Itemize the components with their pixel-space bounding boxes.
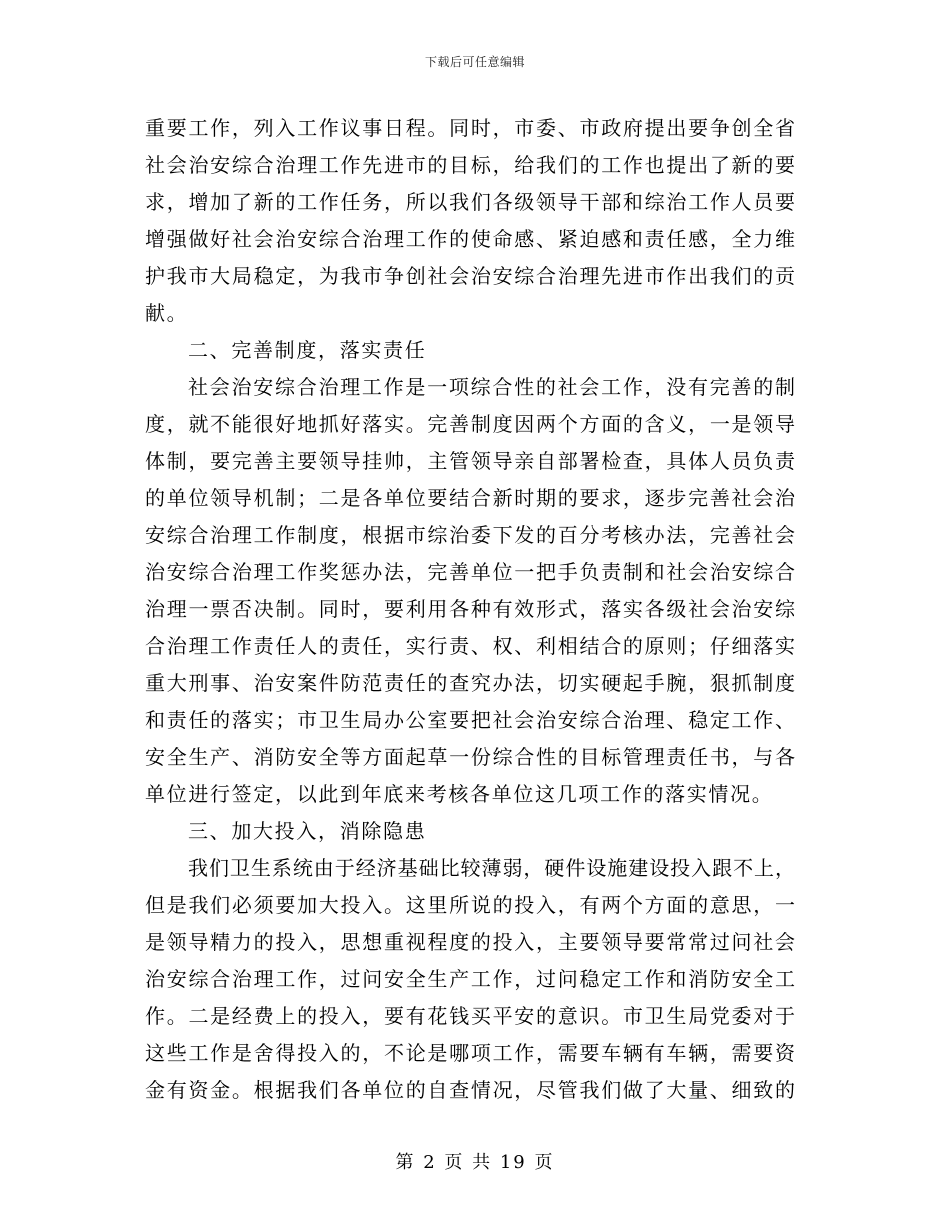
text-line: 社会治安综合治理工作是一项综合性的社会工作，没有完善的制 [188,375,795,399]
text-line: 但是我们必须要加大投入。这里所说的投入，有两个方面的意思，一 [145,893,795,917]
text-line: 求，增加了新的工作任务，所以我们各级领导干部和综治工作人员要 [145,190,795,214]
text-line: 重大刑事、治安案件防范责任的查究办法，切实硬起手腕，狠抓制度 [145,671,795,695]
text-line: 治理一票否决制。同时，要利用各种有效形式，落实各级社会治安综 [145,597,795,621]
text-line: 治安综合治理工作，过问安全生产工作，过问稳定工作和消防安全工 [145,967,795,991]
text-line: 这些工作是舍得投入的，不论是哪项工作，需要车辆有车辆，需要资 [145,1041,795,1065]
text-line: 治安综合治理工作奖惩办法，完善单位一把手负责制和社会治安综合 [145,560,795,584]
text-line: 和责任的落实；市卫生局办公室要把社会治安综合治理、稳定工作、 [145,708,795,732]
text-line: 作。二是经费上的投入，要有花钱买平安的意识。市卫生局党委对于 [145,1004,795,1028]
text-line: 度，就不能很好地抓好落实。完善制度因两个方面的含义，一是领导 [145,412,795,436]
section-heading: 二、完善制度，落实责任 [188,338,427,362]
text-line: 增强做好社会治安综合治理工作的使命感、紧迫感和责任感，全力维 [145,227,795,251]
page-header-note: 下载后可任意编辑 [424,55,525,69]
text-line: 金有资金。根据我们各单位的自查情况，尽管我们做了大量、细致的 [145,1078,795,1102]
text-line: 我们卫生系统由于经济基础比较薄弱，硬件设施建设投入跟不上， [188,856,795,880]
page-number-footer: 第 2 页 共 19 页 [395,1152,555,1173]
section-heading: 三、加大投入，消除隐患 [188,819,427,843]
text-line: 安综合治理工作制度，根据市综治委下发的百分考核办法，完善社会 [145,523,795,547]
document-body [145,110,795,1109]
text-line: 的单位领导机制；二是各单位要结合新时期的要求，逐步完善社会治 [145,486,795,510]
text-line: 重要工作，列入工作议事日程。同时，市委、市政府提出要争创全省 [145,116,795,140]
text-line: 护我市大局稳定，为我市争创社会治安综合治理先进市作出我们的贡 [145,264,795,288]
text-line: 体制，要完善主要领导挂帅，主管领导亲自部署检查，具体人员负责 [145,449,795,473]
text-line: 是领导精力的投入，思想重视程度的投入，主要领导要常常过问社会 [145,930,795,954]
text-line: 安全生产、消防安全等方面起草一份综合性的目标管理责任书，与各 [145,745,795,769]
text-line: 合治理工作责任人的责任，实行责、权、利相结合的原则；仔细落实 [145,634,795,658]
text-line: 单位进行签定，以此到年底来考核各单位这几项工作的落实情况。 [145,782,774,806]
text-line: 献。 [145,301,189,325]
text-line: 社会治安综合治理工作先进市的目标，给我们的工作也提出了新的要 [145,153,795,177]
